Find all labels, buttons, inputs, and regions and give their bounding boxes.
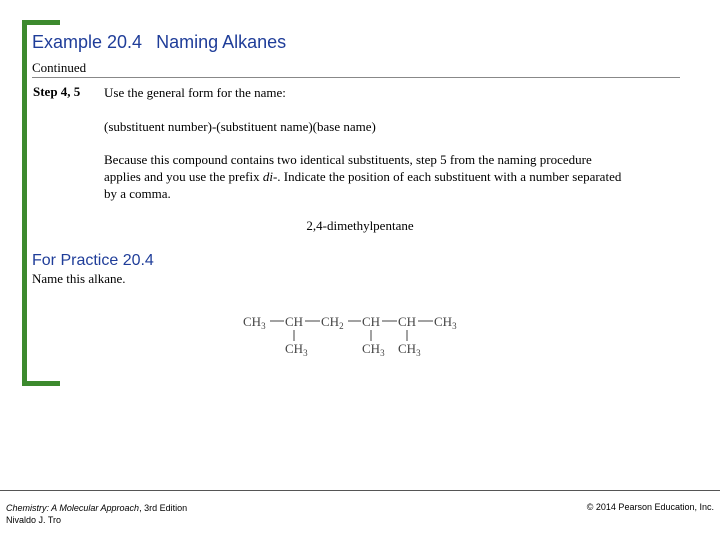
paragraph-line: Use the general form for the name:	[104, 85, 286, 100]
step-paragraph-form-template	[104, 118, 376, 135]
continued-label: Continued	[32, 60, 87, 75]
paragraph-line: (substituent number)-(substituent name)(base name)	[104, 119, 376, 134]
example-topic: Naming Alkanes	[156, 32, 287, 52]
paragraph-line: applies and you use the prefix di-. Indicate the position of each substituent with a number separated	[104, 169, 622, 184]
chain-group: CH	[362, 314, 381, 329]
book-title: Chemistry: A Molecular Approach	[6, 503, 140, 513]
paragraph-line: by a comma.	[104, 186, 171, 201]
chain-group: CH	[398, 314, 417, 329]
footer-citation	[6, 502, 187, 526]
chain-group: CH	[285, 314, 304, 329]
left-bracket-top	[22, 20, 60, 25]
paragraph-line: Because this compound contains two identical substituents, step 5 from the naming procedure	[104, 152, 592, 167]
book-edition: , 3rd Edition	[139, 503, 188, 513]
substituent-group: $CH_3$	[398, 341, 421, 358]
step-paragraph-general-form	[104, 84, 286, 101]
author: Nivaldo J. Tro	[6, 515, 62, 525]
left-bracket-bottom	[22, 381, 60, 386]
practice-title: For Practice 20.4	[32, 252, 154, 269]
chain-group: $CH_3$	[434, 314, 457, 331]
prefix-di: di-	[262, 169, 278, 184]
step-label: Step 4, 5	[33, 84, 81, 99]
alkane-structure	[236, 306, 476, 358]
header-rule	[32, 77, 680, 78]
practice-prompt: Name this alkane.	[32, 271, 126, 286]
example-title	[32, 32, 286, 53]
left-bracket-bar	[22, 20, 27, 386]
step-paragraph-explanation	[104, 151, 621, 202]
chain-group: $CH_3$	[243, 314, 266, 331]
chain-group: $CH_2$	[321, 314, 344, 331]
substituent-group: $CH_3$	[285, 341, 308, 358]
substituent-group: $CH_3$	[362, 341, 385, 358]
answer-name: 2,4-dimethylpentane	[306, 218, 414, 233]
footer-rule	[0, 490, 720, 491]
copyright: © 2014 Pearson Education, Inc.	[586, 502, 714, 512]
example-number: Example 20.4	[32, 32, 143, 52]
